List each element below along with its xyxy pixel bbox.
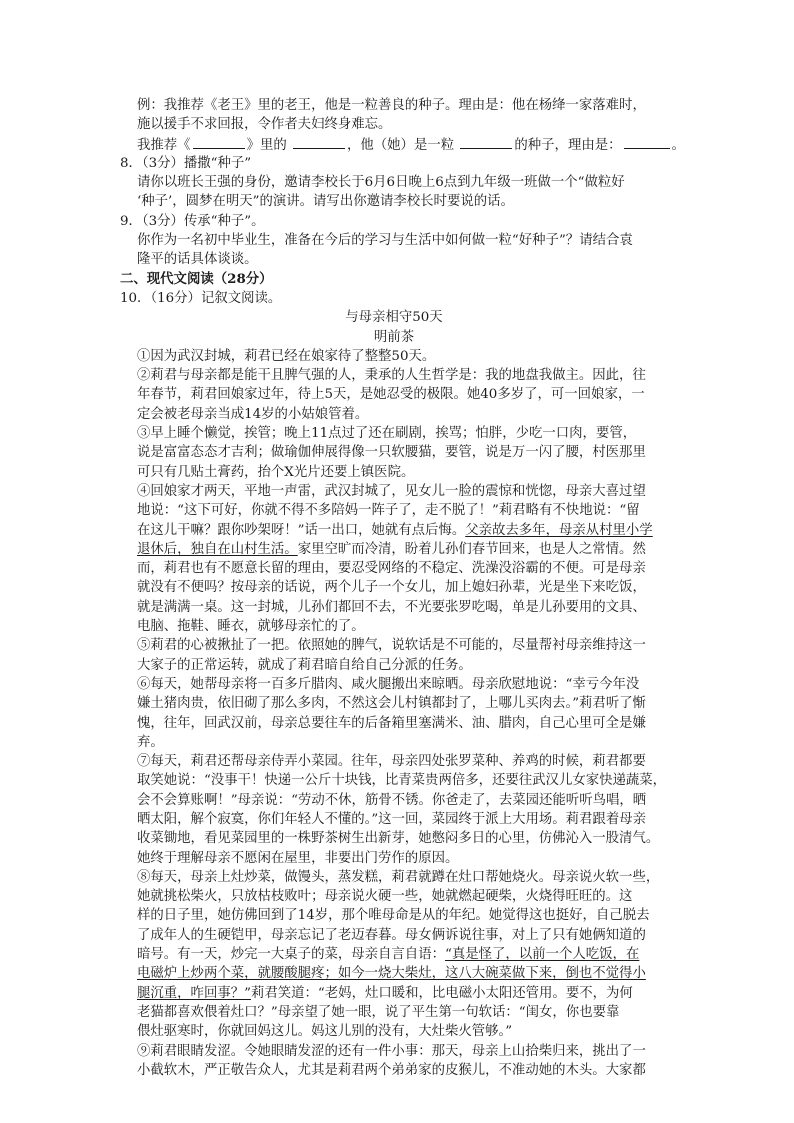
- underlined-sentence: 电磁炉上炒两个菜，就腰酸腿疼；如今一烧大柴灶，这八大碗菜做下来，倒也不觉得小: [137, 966, 646, 982]
- paragraph-8: 腿沉重，咋回事？”莉君笑道：“老妈，灶口暖和，比电磁小太阳还管用。要不，为何: [137, 985, 633, 1001]
- section-heading: 二、现代文阅读（28分）: [120, 270, 273, 287]
- paragraph-4: 就是满满一桌。这一封城，儿孙们都回不去，不光要张罗吃喝，单是儿孙要用的文具、: [137, 599, 646, 615]
- question-8-body: 请你以班长王强的身份，邀请李校长于6月6日晚上6点到九年级一班做一个“做粒好: [137, 175, 625, 191]
- paragraph-2: 定会被老母亲当成14岁的小姑娘管着。: [137, 406, 369, 422]
- example-line: 施以援手不求回报，令作者夫妇终身难忘。: [137, 117, 392, 133]
- paragraph-7: 取笑她说：“没事干！快递一公斤十块钱，比青菜贵两倍多，还要往武汉儿女家快递蔬菜，: [137, 773, 667, 789]
- answer-blank[interactable]: [293, 135, 345, 149]
- paragraph-8: 样的日子里，她仿佛回到了14岁，那个唯母命是从的年纪。她觉得这也挺好，自己脱去: [137, 908, 650, 924]
- paragraph-6: 愧，往年，回武汉前，母亲总要往车的后备箱里塞满米、油、腊肉，自己心里可全是嫌: [137, 715, 646, 731]
- paragraph-3: 可只有几贴土膏药，抬个X光片还要上镇医院。: [137, 464, 415, 480]
- paragraph-7: 收菜锄地，看见菜园里的一株野茶树生出新芽，她憋闷多日的心里，仿佛沁入一股清气。: [137, 831, 660, 847]
- paragraph-4: 退休后，独自在山村生活。家里空旷而冷清，盼着儿孙们春节回来，也是人之常情。然: [137, 541, 646, 557]
- paragraph-2: ②莉君与母亲都是能干且脾气强的人，秉承的人生哲学是：我的地盘我做主。因此，往: [137, 368, 646, 384]
- paragraph-7: 她终于理解母亲不愿闲在屋里，非要出门劳作的原因。: [137, 850, 459, 866]
- question-8-body: ‘种子’，圆梦在明天”的演讲。请写出你邀请李校长时要说的话。: [137, 194, 514, 210]
- paragraph-5: ⑤莉君的心被揪扯了一把。依照她的脾气，说软话是不可能的，尽量帮衬母亲维持这一: [137, 638, 646, 654]
- paragraph-6: ⑥每天，她帮母亲将一百多斤腊肉、咸火腿搬出来晾晒。母亲欣慰地说：“幸亏今年没: [137, 676, 640, 692]
- question-9-body: 隆平的话具体谈谈。: [137, 252, 258, 268]
- paragraph-4: 电脑、拖鞋、睡衣，就够母亲忙的了。: [137, 619, 365, 635]
- paragraph-4: 而，莉君也有不愿意长留的理由，要忍受网络的不稳定、洗澡没浴霸的不便。可是母亲: [137, 561, 646, 577]
- article-author: 明前茶: [373, 329, 415, 345]
- paragraph-7: ⑦每天，莉君还帮母亲侍弄小菜园。往年，母亲四处张罗菜种、养鸡的时候，莉君都要: [137, 754, 646, 770]
- underlined-sentence: 腿沉重，咋回事？”: [137, 985, 251, 1001]
- paragraph-4: 就没有不便吗？按母亲的话说，两个儿子一个女儿，加上媳妇孙辈，光是坐下来吃饭，: [137, 580, 646, 596]
- fill-in-line: 我推荐《 》里的 ，他（她）是一粒 的种子，理由是： 。: [120, 135, 668, 154]
- paragraph-4: ④回娘家才两天，平地一声雷，武汉封城了，见女儿一脸的震惊和恍惚，母亲大喜过望: [137, 483, 646, 499]
- underlined-sentence: “真是怪了，以前一个人吃饭，在: [444, 947, 640, 963]
- question-9-title: 9．（3分）传承“种子”。: [120, 213, 265, 229]
- paragraph-5: 大家子的正常运转，就成了莉君暗自给自己分派的任务。: [137, 657, 472, 673]
- paragraph-6: 弃。: [137, 734, 164, 750]
- paragraph-8: ⑧每天，母亲上灶炒菜，做馒头，蒸发糕，莉君就蹲在灶口帮她烧火。母亲说火软一些，: [137, 869, 660, 885]
- answer-blank[interactable]: [193, 135, 245, 149]
- paragraph-8: 她就挑松柴火，只放枯枝败叶；母亲说火硬一些，她就燃起硬柴，火烧得旺旺的。这: [137, 889, 633, 905]
- paragraph-8: 暗号。有一天，炒完一大桌子的菜，母亲自言自语：“真是怪了，以前一个人吃饭，在: [137, 947, 640, 963]
- example-line: 例：我推荐《老王》里的老王，他是一粒善良的种子。理由是：他在杨绛一家落难时，: [137, 98, 646, 113]
- paragraph-7: 会不会算账啊！”母亲说：“劳动不休，筋骨不锈。你爸走了，去菜园还能听听鸟唱，晒: [137, 792, 647, 808]
- article-title: 与母亲相守50天: [345, 310, 443, 326]
- paragraph-3: 说是富富态态才吉利；做瑜伽伸展得像一只软腰猫，要管，说是万一闪了腰，村医那里: [137, 445, 646, 461]
- paragraph-8: [120, 964, 668, 983]
- paragraph-4: 地说：“这下可好，你就不得不多陪妈一阵子了，走不脱了！”莉君略有不快地说：“留: [137, 503, 640, 519]
- paragraph-7: 晒太阳，解个寂寞，你们年轻人不懂的。”这一回，菜园终于派上大用场。莉君跟着母亲: [137, 811, 646, 827]
- underlined-sentence: 父亲故去多年，母亲从村里小学: [465, 522, 653, 538]
- paragraph-6: 嫌土猪肉贵，依旧砌了那么多肉，不然这会儿村镇都封了，上哪儿买肉去。”莉君听了惭: [137, 696, 646, 712]
- paragraph-3: ③早上睡个懒觉，挨管；晚上11点过了还在刷剧，挨骂；怕胖，少吃一口肉，要管，: [137, 426, 637, 442]
- question-10-title: 10．（16分）记叙文阅读。: [120, 290, 282, 306]
- question-9-body: 你作为一名初中毕业生，准备在今后的学习与生活中如何做一粒“好种子”？请结合袁: [137, 233, 633, 249]
- paragraph-1: ①因为武汉封城，莉君已经在娘家待了整整50天。: [137, 348, 436, 364]
- answer-blank[interactable]: [624, 135, 670, 149]
- paragraph-8: 老猫都喜欢偎着灶口？”母亲望了她一眼，说了平生第一句软话：“闺女，你也要靠: [137, 1004, 620, 1020]
- paragraph-9: 小截软木，严正敬告众人，尤其是莉君两个弟弟家的皮猴儿，不准动她的木头。大家都: [137, 1062, 646, 1078]
- question-8-title: 8．（3分）播撒“种子”: [120, 155, 252, 171]
- answer-blank[interactable]: [460, 135, 512, 149]
- paragraph-8: 偎灶驱寒时，你就回妈这儿。妈这儿别的没有，大灶柴火管够。”: [137, 1024, 513, 1040]
- paragraph-9: ⑨莉君眼睛发涩。令她眼睛发涩的还有一件小事：那天，母亲上山拾柴归来，挑出了一: [137, 1043, 646, 1059]
- paragraph-2: 年春节，莉君回娘家过年，待上5天，是她忍受的极限。她40多岁了，可一回娘家，一: [137, 387, 645, 403]
- underlined-sentence: 退休后，独自在山村生活。: [137, 541, 298, 557]
- paragraph-4: 在这儿干嘛？跟你吵架呀！”话一出口，她就有点后悔。父亲故去多年，母亲从村里小学: [137, 522, 653, 538]
- paragraph-8: 了成年人的生硬铠甲，母亲忘记了老迈春暮。母女俩诉说往事，对上了只有她俩知道的: [137, 927, 646, 943]
